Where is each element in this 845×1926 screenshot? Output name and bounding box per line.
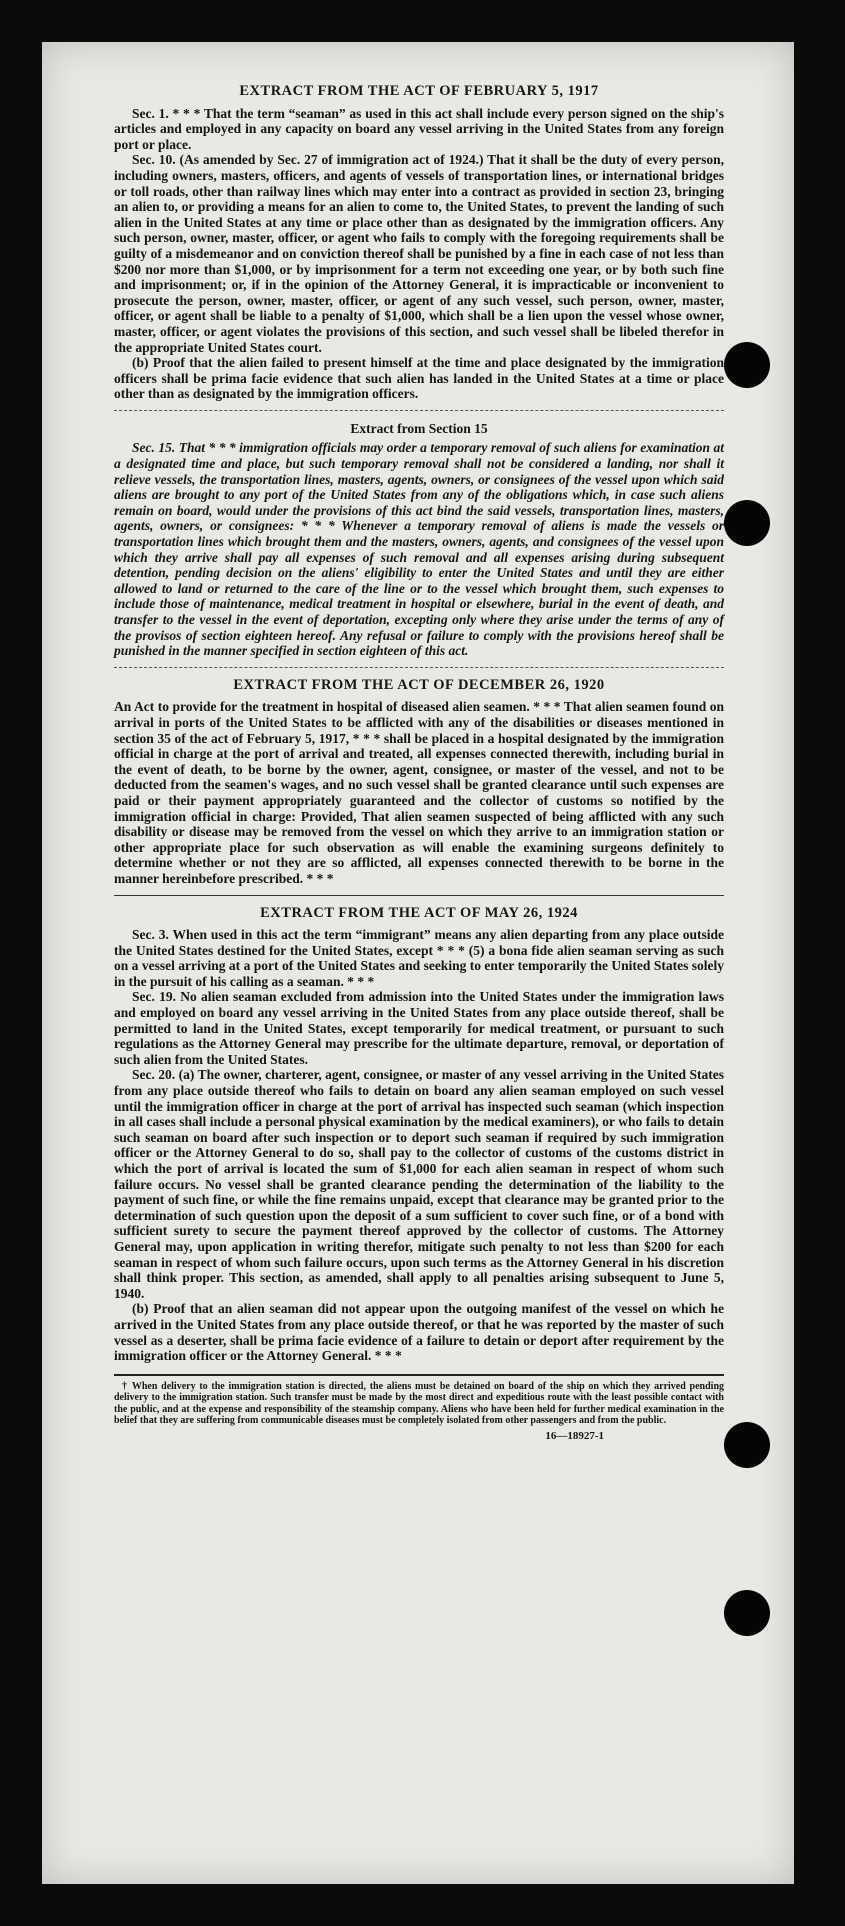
punch-hole [724,1422,770,1468]
footnote-block [114,1374,724,1443]
divider [114,895,724,896]
punch-hole [724,342,770,388]
paragraph-sec15: Sec. 15. That * * * immigration officials may order a temporary removal of such aliens for examination at a designated time and place, but such temporary removal shall not be considered a landing, nor shall it relieve vessels, the transportation lines, masters, agents, owners, or consignees of the vessel upon which said aliens are brought to any port of the United States from any of the obligations which, in case such aliens remain on board, would under the provisions of this act bind the said vessels, transportation lines, masters, agents, owners, or consignees: * * * Whenever a temporary removal of aliens is made the vessels or transportation lines which brought them and the masters, owners, agents, and consignees of the vessel upon which they arrive shall pay all expenses of such removal and all expenses arising during subsequent detention, pending decision on the aliens' eligibility to enter the United States and until they are either allowed to land or returned to the care of the line or to the vessel which brought them, such expenses to include those of maintenance, medical treatment in hospital or elsewhere, burial in the event of death, and transfer to the vessel in the event of deportation, excepting only where they arise under the terms of any of the provisos of section eighteen hereof. Any refusal or failure to comply with the provisions hereof shall be punished in the manner specified in section eighteen of this act. [114,440,724,659]
form-number: 16—18927-1 [545,1429,604,1442]
paragraph-sec19: Sec. 19. No alien seaman excluded from admission into the United States under the immigration laws and employed on board any vessel arriving in the United States from any place outside thereof, shall be permitted to land in the United States, except temporarily for medical treatment, or pursuant to such regulations as the Attorney General may prescribe for the ultimate departure, removal, or deportation of such alien from the United States. [114,989,724,1067]
document-page [42,42,794,1884]
footnote-text: † When delivery to the immigration station is directed, the aliens must be detained on board of the ship on which they arrived pending delivery to the immigration station. Such transfer must be made by the most direct and expeditious route with the least possible contact with the public, and at the expense and responsibility of the steamship company. Aliens who have been held for further medical examination in the belief that they are suffering from communicable diseases must be completely isolated from other passengers and from the public. [114,1380,724,1427]
heading-section-15: Extract from Section 15 [350,420,488,436]
heading-act-1920: EXTRACT FROM THE ACT OF DECEMBER 26, 1920 [233,676,605,693]
heading-act-1917: EXTRACT FROM THE ACT OF FEBRUARY 5, 1917 [239,83,599,99]
paragraph-sec3: Sec. 3. When used in this act the term “immigrant” means any alien departing from any place outside the United States destined for the United States, except * * * (5) a bona fide alien seaman serving as such on a vessel arriving at a port of the United States and seeking to enter temporarily the United States solely in the pursuit of his calling as a seaman. * * * [114,927,724,989]
paragraph-sec20a: Sec. 20. (a) The owner, charterer, agent, consignee, or master of any vessel arriving in the United States from any place outside thereof who fails to detain on board any alien seaman employed on such vessel until the immigration officer in charge at the port of arrival has inspected such seaman (which inspection in all cases shall include a personal physical examination by the medical examiners), or who fails to detain such seaman on board after such inspection or to deport such seaman if required by such immigration officer or the Attorney General to do so, shall pay to the collector of customs of the customs district in which the port of arrival is located the sum of $1,000 for each alien seaman in respect of whom such failure occurs. No vessel shall be granted clearance pending the determination of the liability to the payment of such fine, or while the fine remains unpaid, except that clearance may be granted prior to the determination of such question upon the deposit of a sum sufficient to cover such fine, or of a bond with sufficient surety to secure the payment thereof approved by the collector of customs. The Attorney General may, upon application in writing therefor, mitigate such penalty to not less than $200 for each seaman in respect of whom such failure occurs, upon such terms as the Attorney General in his discretion shall think proper. This section, as amended, shall apply to all penalties arising subsequent to June 5, 1940. [114,1067,724,1301]
heading-act-1924: EXTRACT FROM THE ACT OF MAY 26, 1924 [260,904,578,921]
paragraph-sec1: Sec. 1. * * * That the term “seaman” as used in this act shall include every person signed on the ship's articles and employed in any capacity on board any vessel arriving in the United States from any foreign port or place. [114,105,724,152]
divider [114,667,724,668]
paragraph-sec20b: (b) Proof that an alien seaman did not appear upon the outgoing manifest of the vessel on which he arrived in the United States from any place outside thereof, or that he was reported by the master of such vessel as a deserter, shall be prima facie evidence of a failure to detain or deport after requirement by the immigration officer or the Attorney General. * * * [114,1301,724,1364]
paragraph-sec10: Sec. 10. (As amended by Sec. 27 of immigration act of 1924.) That it shall be the duty of every person, including owners, masters, officers, and agents of vessels of transportation lines, or international bridges or toll roads, other than railway lines which may enter into a contract as provided in section 23, bringing an alien to, or providing a means for an alien to come to, the United States, to prevent the landing of such alien in the United States at any time or place other than as designated by the immigration officers. Any such person, owner, master, officer, or agent who fails to comply with the foregoing requirements shall be guilty of a misdemeanor and on conviction thereof shall be punished by a fine in each case of not less than $200 nor more than $1,000, or by imprisonment for a term not exceeding one year, or by both such fine and imprisonment; or, if in the opinion of the Attorney General, it is impracticable or inconvenient to prosecute the person, owner, master, officer, or agent of any such vessel, such person, owner, master, officer, or agent shall be liable to a penalty of $1,000, which shall be a lien upon the vessel whose owner, master, officer, or agent violates the provisions of this section, and such vessel shall be libeled therefor in the appropriate United States court. [114,152,724,355]
punch-hole [724,500,770,546]
paragraph-sec10b: (b) Proof that the alien failed to present himself at the time and place designated by the immigration officers shall be prima facie evidence that such alien has landed in the United States at a time or place other than as designated by the immigration officers. [114,355,724,402]
paragraph-act-1920: An Act to provide for the treatment in hospital of diseased alien seamen. * * * That alien seamen found on arrival in ports of the United States to be afflicted with any of the disabilities or diseases mentioned in section 35 of the act of February 5, 1917, * * * shall be placed in a hospital designated by the immigration official in charge at the port of arrival and treated, all expenses connected therewith, including burial in the event of death, to be borne by the owner, agent, consignee, or master of the vessel, and not to be deducted from the seamen's wages, and no such vessel shall be granted clearance until such expenses are paid or their payment appropriately guaranteed and the collector of customs so notified by the immigration official in charge: Provided, That alien seamen suspected of being afflicted with any such disability or disease may be removed from the vessel on which they arrive to an immigration station or other appropriate place for such observation as will enable the examining surgeons definitely to determine whether or not they are so afflicted, all expenses connected therewith to be borne in the manner hereinbefore prescribed. * * * [114,699,724,886]
divider [114,410,724,411]
punch-hole [724,1590,770,1636]
document-body [114,84,724,1442]
